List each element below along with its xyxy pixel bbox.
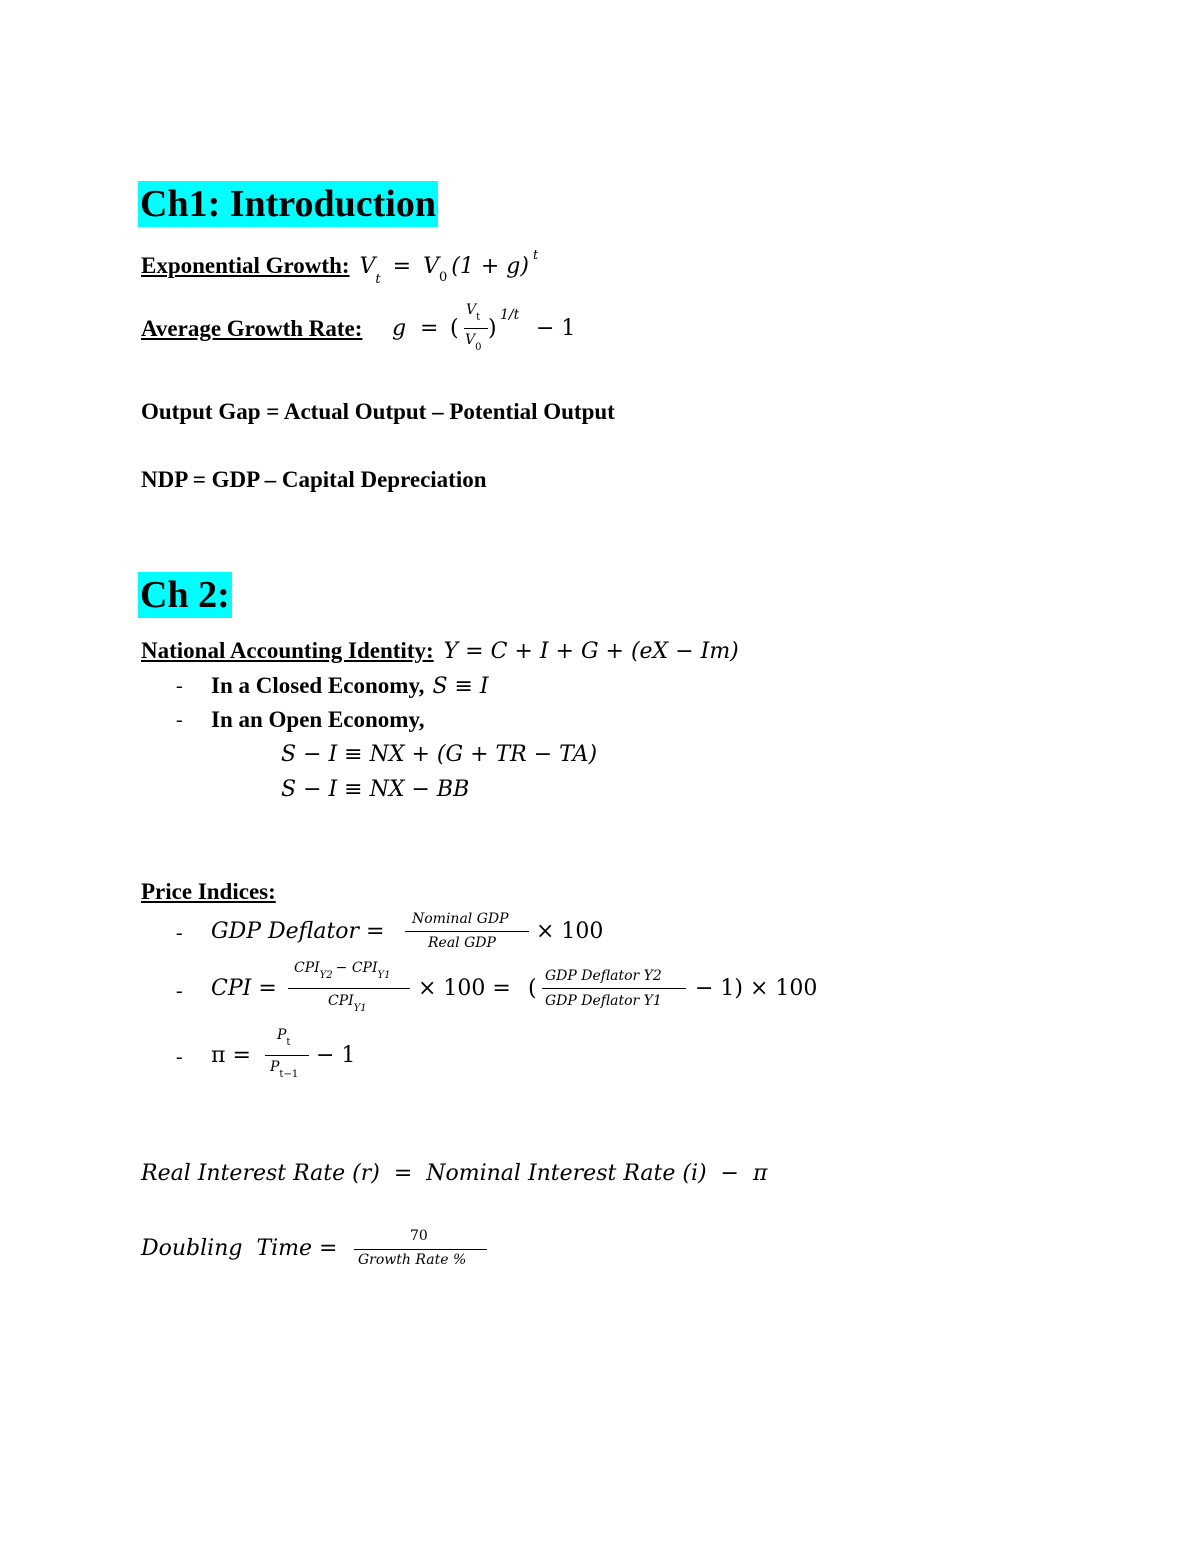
open-economy-formula-1: S − I ≡ NX + (G + TR − TA) bbox=[281, 742, 598, 767]
ndp-text: NDP = GDP – Capital Depreciation bbox=[141, 467, 487, 492]
national-accounting-row bbox=[141, 638, 739, 664]
pi-lhs: π = bbox=[211, 1043, 251, 1068]
exponential-growth-label: Exponential Growth: bbox=[141, 253, 350, 278]
gdp-deflator-rhs: × 100 bbox=[536, 919, 604, 944]
avg-growth-close-paren: ) bbox=[488, 316, 497, 341]
cpi-deflator-den: GDP Deflator Y1 bbox=[545, 993, 662, 1009]
bullet-dash: - bbox=[176, 675, 183, 697]
real-interest-rate-formula: Real Interest Rate (r) = Nominal Interest Rate (i) − π bbox=[141, 1161, 768, 1186]
cpi-deflator-num: GDP Deflator Y2 bbox=[545, 968, 662, 984]
open-economy-text: In an Open Economy, bbox=[211, 707, 425, 732]
doubling-time-lhs: Doubling Time = bbox=[141, 1236, 338, 1261]
output-gap-text: Output Gap = Actual Output – Potential Output bbox=[141, 399, 615, 424]
ch2-heading: Ch 2: bbox=[140, 574, 230, 616]
open-economy-formula-2: S − I ≡ NX − BB bbox=[281, 777, 470, 802]
ch1-heading: Ch1: Introduction bbox=[140, 183, 436, 225]
gdp-deflator-lhs: GDP Deflator = bbox=[211, 919, 385, 944]
bullet-dash: - bbox=[176, 709, 183, 731]
exp-growth-v0: $V_0$ bbox=[423, 254, 448, 285]
pi-den: $P_{t-1}$ bbox=[270, 1059, 299, 1080]
cpi-numerator: $CPI_{Y2} - CPI_{Y1}$ bbox=[294, 960, 391, 981]
cpi-deflator-fraction-line bbox=[542, 988, 686, 989]
cpi-tail: − 1) × 100 bbox=[695, 976, 818, 1001]
closed-economy-item bbox=[211, 673, 489, 699]
pi-rhs: − 1 bbox=[316, 1043, 356, 1068]
avg-growth-den: $V_0$ bbox=[465, 332, 482, 353]
avg-growth-open-paren: ( bbox=[450, 316, 459, 341]
exp-growth-paren: (1 + g) bbox=[451, 254, 529, 279]
price-indices-label: Price Indices: bbox=[141, 879, 276, 904]
doubling-time-fraction-line bbox=[354, 1249, 487, 1250]
cpi-lhs: CPI = bbox=[211, 976, 277, 1001]
average-growth-label: Average Growth Rate: bbox=[141, 316, 363, 341]
closed-economy-text: In a Closed Economy, bbox=[211, 673, 425, 698]
national-accounting-formula: Y = C + I + G + (eX − Im) bbox=[443, 639, 739, 664]
cpi-open-paren: ( bbox=[528, 976, 537, 1001]
gdp-deflator-den: Real GDP bbox=[428, 935, 496, 951]
cpi-fraction-line bbox=[288, 988, 410, 989]
exponential-growth-row bbox=[141, 248, 539, 293]
bullet-dash: - bbox=[176, 1046, 183, 1068]
doubling-time-den: Growth Rate % bbox=[358, 1252, 467, 1268]
closed-economy-formula: S ≡ I bbox=[432, 674, 489, 699]
pi-num: $P_t$ bbox=[277, 1027, 291, 1048]
avg-growth-minus-one: − 1 bbox=[536, 316, 576, 341]
exp-growth-vt: $V_t$ bbox=[359, 254, 381, 287]
national-accounting-label: National Accounting Identity: bbox=[141, 638, 434, 663]
gdp-deflator-fraction-line bbox=[405, 931, 529, 932]
avg-growth-fraction-line bbox=[464, 328, 488, 329]
avg-growth-eq: = bbox=[420, 316, 439, 341]
avg-growth-exponent: 1/t bbox=[500, 307, 520, 323]
exp-growth-eq: = bbox=[392, 254, 412, 279]
cpi-mid: × 100 = bbox=[418, 976, 511, 1001]
cpi-denominator: $CPI_{Y1}$ bbox=[328, 993, 367, 1014]
doubling-time-num: 70 bbox=[410, 1228, 428, 1244]
pi-fraction-line bbox=[265, 1055, 309, 1056]
avg-growth-g: g bbox=[392, 316, 407, 341]
bullet-dash: - bbox=[176, 922, 183, 944]
bullet-dash: - bbox=[176, 980, 183, 1002]
avg-growth-num: $V_t$ bbox=[466, 302, 481, 323]
exp-growth-exponent: t bbox=[532, 248, 539, 263]
gdp-deflator-num: Nominal GDP bbox=[412, 911, 509, 927]
